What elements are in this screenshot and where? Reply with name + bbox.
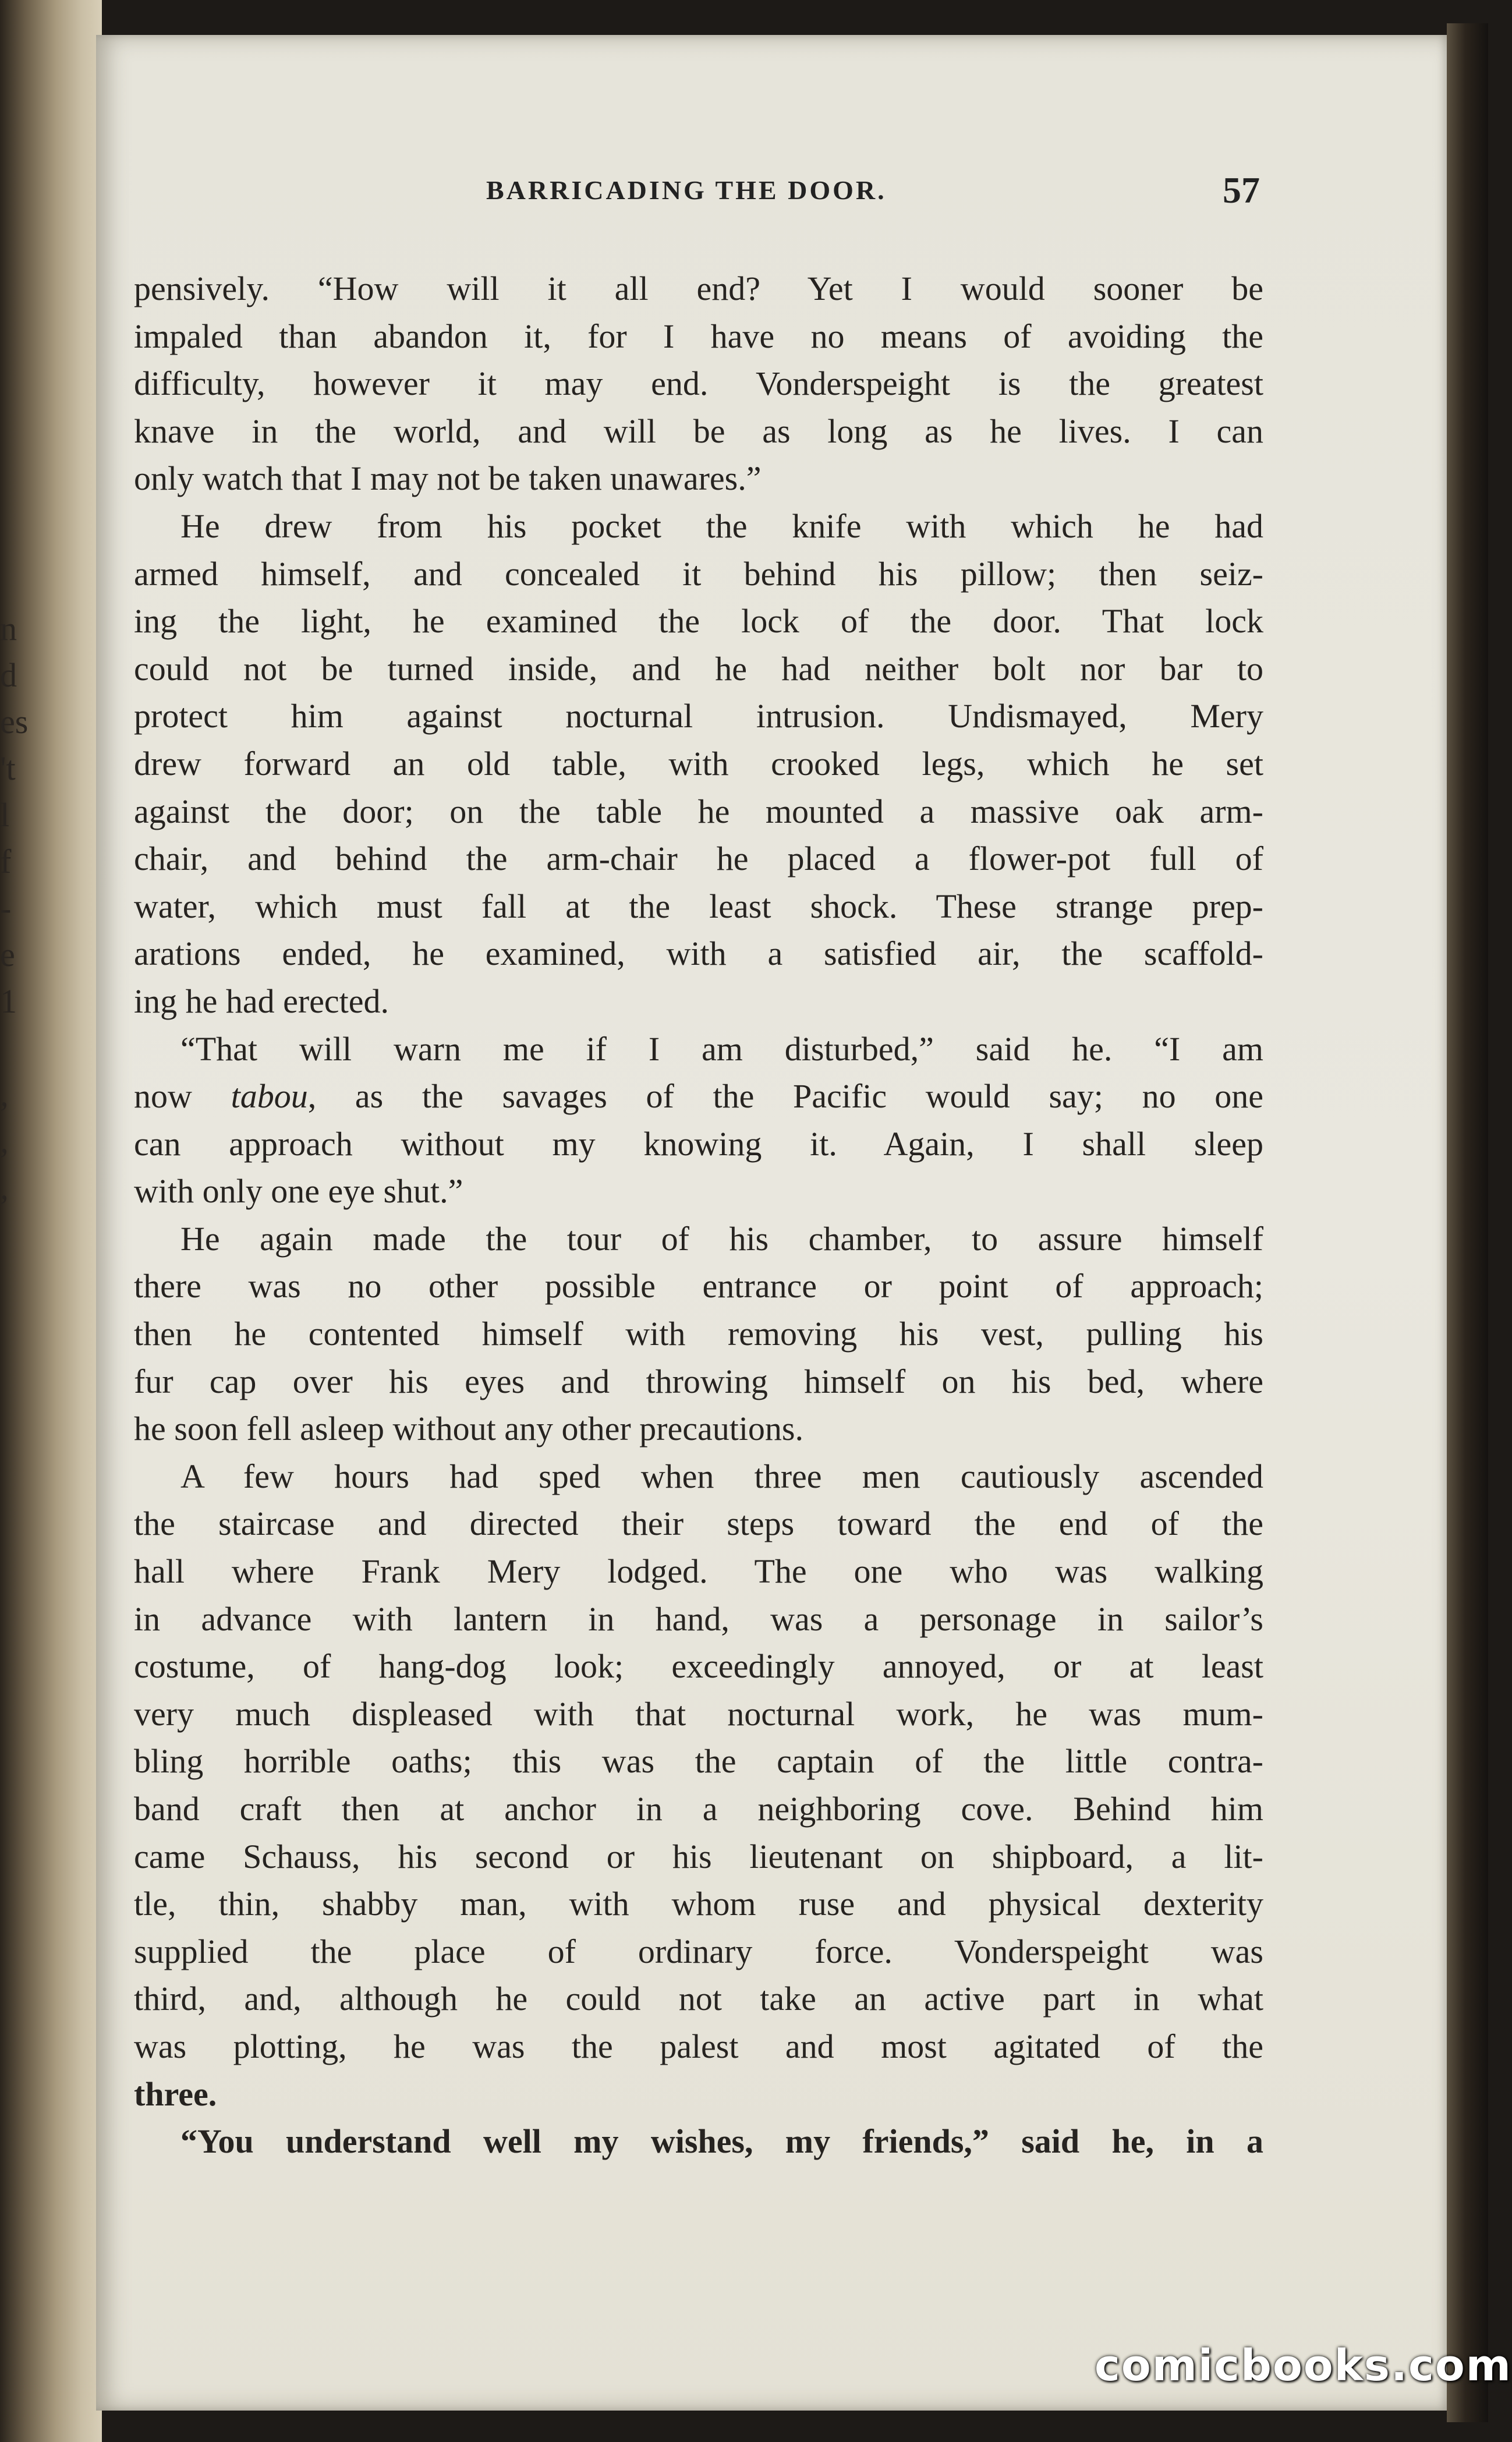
text-fragment: now bbox=[134, 1077, 231, 1116]
text-line: ing he had erected. bbox=[134, 982, 389, 1020]
text-line: very much displeased with that nocturnal work, he was mum- bbox=[134, 1694, 1263, 1733]
text-line: costume, of hang-dog look; exceedingly annoyed, or at least bbox=[134, 1647, 1263, 1686]
text-fragment: , as the savages of the Pacific would say; no one bbox=[307, 1077, 1263, 1116]
text-line: the staircase and directed their steps toward the end of the bbox=[134, 1505, 1263, 1543]
site-watermark: comicbooks.com bbox=[1095, 2341, 1512, 2391]
previous-page-edge-text: n d es 't l f - e 1 , , , bbox=[0, 610, 29, 1206]
text-line: bling horrible oaths; this was the captain of the little contra- bbox=[134, 1742, 1263, 1781]
page-edge-shadow bbox=[1447, 23, 1488, 2422]
body-text bbox=[134, 265, 1263, 2165]
text-line: He again made the tour of his chamber, to assure himself bbox=[180, 1219, 1263, 1258]
text-line-with-italic bbox=[134, 1073, 1263, 1120]
text-line: he soon fell asleep without any other precautions. bbox=[134, 1410, 804, 1448]
running-head: BARRICADING THE DOOR. bbox=[486, 175, 887, 205]
page-number: 57 bbox=[1223, 169, 1260, 211]
text-line: third, and, although he could not take an active part in what bbox=[134, 1980, 1263, 2018]
text-line: drew forward an old table, with crooked legs, which he set bbox=[134, 744, 1263, 783]
text-line: with only one eye shut.” bbox=[134, 1172, 463, 1211]
text-line: impaled than abandon it, for I have no means of avoiding the bbox=[134, 317, 1263, 355]
text-line: only watch that I may not be taken unawares.” bbox=[134, 459, 762, 498]
text-line: A few hours had sped when three men cautiously ascended bbox=[180, 1457, 1263, 1495]
text-line: could not be turned inside, and he had neither bolt nor bar to bbox=[134, 649, 1263, 688]
text-line: tle, thin, shabby man, with whom ruse and physical dexterity bbox=[134, 1885, 1263, 1923]
text-line: three. bbox=[134, 2075, 217, 2113]
text-line: armed himself, and concealed it behind his pillow; then seiz- bbox=[134, 554, 1263, 593]
text-line: “That will warn me if I am disturbed,” said he. “I am bbox=[180, 1029, 1263, 1068]
text-line: “You understand well my wishes, my friends,” said he, in a bbox=[180, 2122, 1263, 2161]
text-line: pensively. “How will it all end? Yet I would sooner be bbox=[134, 270, 1263, 307]
text-line: He drew from his pocket the knife with which he had bbox=[180, 507, 1263, 545]
text-line: knave in the world, and will be as long as he lives. I can bbox=[134, 412, 1263, 450]
text-line: arations ended, he examined, with a satisfied air, the scaffold- bbox=[134, 935, 1263, 973]
text-line: band craft then at anchor in a neighboring cove. Behind him bbox=[134, 1790, 1263, 1828]
text-line: hall where Frank Mery lodged. The one who was walking bbox=[134, 1552, 1263, 1591]
text-line: chair, and behind the arm-chair he placed a flower-pot full of bbox=[134, 840, 1263, 878]
text-line: then he contented himself with removing his vest, pulling his bbox=[134, 1315, 1263, 1353]
text-line: in advance with lantern in hand, was a personage in sailor’s bbox=[134, 1599, 1263, 1638]
text-line: there was no other possible entrance or point of approach; bbox=[134, 1267, 1263, 1305]
text-line: can approach without my knowing it. Again, I shall sleep bbox=[134, 1124, 1263, 1163]
text-line: protect him against nocturnal intrusion. Undismayed, Mery bbox=[134, 697, 1263, 735]
text-line: was plotting, he was the palest and most agitated of the bbox=[134, 2027, 1263, 2065]
text-line: difficulty, however it may end. Vonderspeight is the greatest bbox=[134, 364, 1263, 403]
text-line: against the door; on the table he mounted a massive oak arm- bbox=[134, 792, 1263, 830]
text-line: supplied the place of ordinary force. Vonderspeight was bbox=[134, 1932, 1263, 1970]
text-line: fur cap over his eyes and throwing himself on his bed, where bbox=[134, 1362, 1263, 1400]
text-line: water, which must fall at the least shock. These strange prep- bbox=[134, 887, 1263, 925]
italic-word: tabou bbox=[231, 1077, 308, 1116]
text-line: ing the light, he examined the lock of the door. That lock bbox=[134, 602, 1263, 640]
text-line: came Schauss, his second or his lieutenant on shipboard, a lit- bbox=[134, 1837, 1263, 1875]
